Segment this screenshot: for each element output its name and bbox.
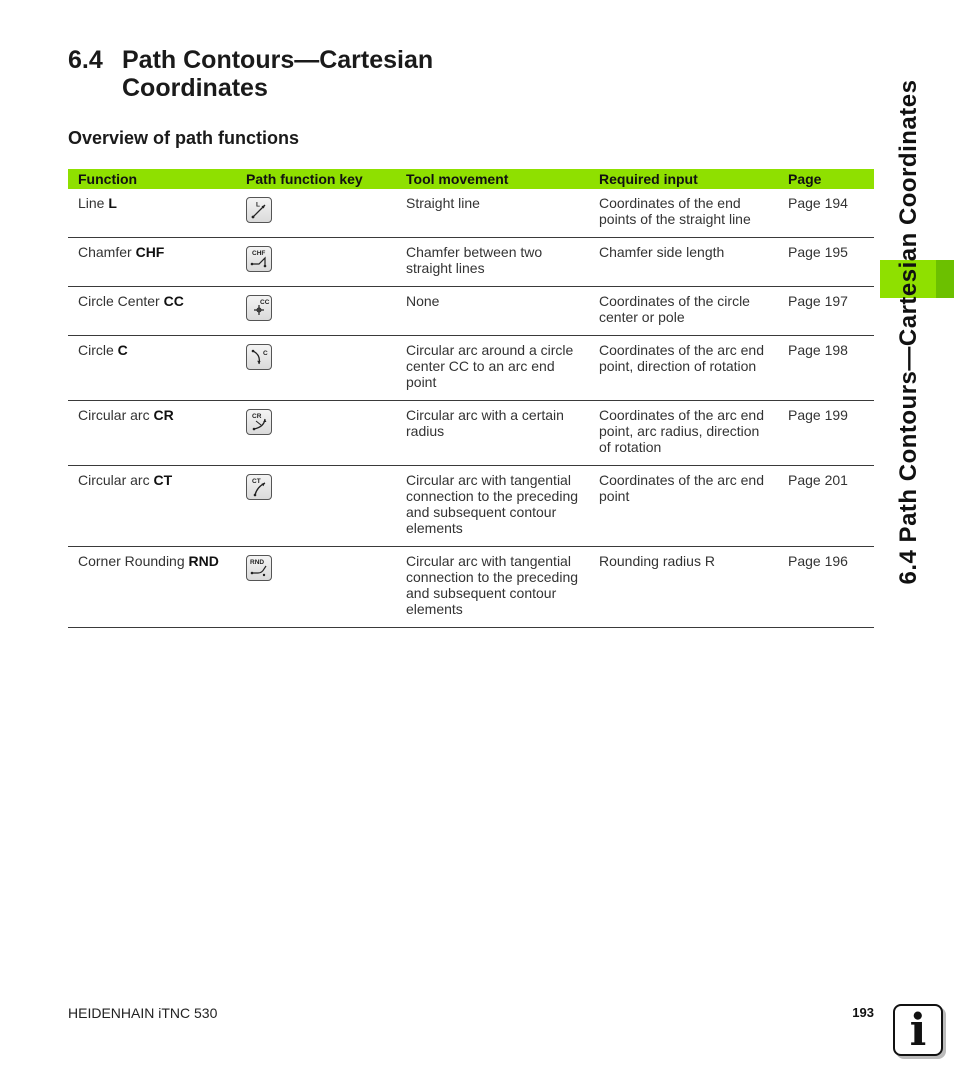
movement-cell: Circular arc with tangential connection to the preceding and subsequent contour elements	[396, 466, 589, 547]
function-name: Circle Center	[78, 293, 160, 309]
input-cell: Coordinates of the arc end point, direction of rotation	[589, 336, 778, 401]
page-cell: Page 201	[778, 466, 874, 547]
table-row	[68, 287, 874, 336]
movement-cell: Chamfer between two straight lines	[396, 238, 589, 287]
function-cell	[68, 466, 236, 547]
key-cell	[236, 189, 396, 238]
table-row	[68, 466, 874, 547]
movement-cell: Circular arc with tangential connection to the preceding and subsequent contour elements	[396, 547, 589, 628]
table-row	[68, 238, 874, 287]
key-cell	[236, 238, 396, 287]
circle-center-key-icon[interactable]	[246, 295, 272, 321]
page-cell: Page 194	[778, 189, 874, 238]
function-code: CR	[153, 407, 174, 423]
function-cell	[68, 336, 236, 401]
header-tool-movement: Tool movement	[396, 169, 589, 189]
function-code: CC	[163, 293, 184, 309]
function-name: Corner Rounding	[78, 553, 185, 569]
function-name: Circular arc	[78, 472, 150, 488]
function-cell	[68, 238, 236, 287]
function-name: Circular arc	[78, 407, 150, 423]
path-functions-table	[68, 169, 874, 628]
function-code: RND	[188, 553, 219, 569]
movement-cell: Straight line	[396, 189, 589, 238]
input-cell: Coordinates of the arc end point, arc radius, direction of rotation	[589, 401, 778, 466]
page-cell: Page 196	[778, 547, 874, 628]
key-cell	[236, 547, 396, 628]
page-cell: Page 195	[778, 238, 874, 287]
input-cell: Rounding radius R	[589, 547, 778, 628]
table-row	[68, 547, 874, 628]
input-cell: Coordinates of the circle center or pole	[589, 287, 778, 336]
function-name: Line	[78, 195, 105, 211]
page-cell: Page 197	[778, 287, 874, 336]
header-page: Page	[778, 169, 874, 189]
function-code: CHF	[135, 244, 165, 260]
movement-cell: Circular arc with a certain radius	[396, 401, 589, 466]
circle-key-icon[interactable]	[246, 344, 272, 370]
svg-text:L: L	[256, 201, 260, 209]
movement-cell: None	[396, 287, 589, 336]
line-key-icon[interactable]	[246, 197, 272, 223]
input-cell: Chamfer side length	[589, 238, 778, 287]
header-path-function-key: Path function key	[236, 169, 396, 189]
input-cell: Coordinates of the end points of the straight line	[589, 189, 778, 238]
svg-text:RND: RND	[250, 559, 265, 566]
key-cell	[236, 401, 396, 466]
function-cell	[68, 401, 236, 466]
corner-rounding-key-icon[interactable]	[246, 555, 272, 581]
function-cell	[68, 189, 236, 238]
function-cell	[68, 287, 236, 336]
table-header-row	[68, 169, 874, 189]
page-cell: Page 199	[778, 401, 874, 466]
chamfer-key-icon[interactable]	[246, 246, 272, 272]
info-icon: i	[893, 1004, 943, 1056]
key-cell	[236, 287, 396, 336]
footer-product: HEIDENHAIN iTNC 530	[68, 1005, 218, 1021]
function-name: Chamfer	[78, 244, 132, 260]
svg-text:CC: CC	[260, 299, 270, 306]
circular-arc-radius-key-icon[interactable]	[246, 409, 272, 435]
svg-text:CHF: CHF	[252, 250, 266, 257]
key-cell	[236, 336, 396, 401]
table-row	[68, 336, 874, 401]
table-row	[68, 401, 874, 466]
function-name: Circle	[78, 342, 114, 358]
svg-text:CT: CT	[252, 478, 261, 485]
table-row	[68, 189, 874, 238]
section-number: 6.4	[68, 46, 103, 74]
function-code: L	[108, 195, 117, 211]
movement-cell: Circular arc around a circle center CC to an arc end point	[396, 336, 589, 401]
header-required-input: Required input	[589, 169, 778, 189]
svg-text:CR: CR	[252, 413, 262, 420]
side-chapter-text: 6.4 Path Contours—Cartesian Coordinates	[895, 79, 922, 585]
circular-arc-tangential-key-icon[interactable]	[246, 474, 272, 500]
header-function: Function	[68, 169, 236, 189]
svg-text:C: C	[263, 350, 268, 357]
key-cell	[236, 466, 396, 547]
subheading: Overview of path functions	[68, 128, 300, 148]
function-cell	[68, 547, 236, 628]
input-cell: Coordinates of the arc end point	[589, 466, 778, 547]
section-title	[68, 46, 488, 102]
function-code: C	[117, 342, 128, 358]
function-code: CT	[153, 472, 173, 488]
section-title-text: Path Contours—Cartesian Coordinates	[122, 46, 434, 102]
page-cell: Page 198	[778, 336, 874, 401]
footer-page-number: 193	[852, 1005, 874, 1020]
